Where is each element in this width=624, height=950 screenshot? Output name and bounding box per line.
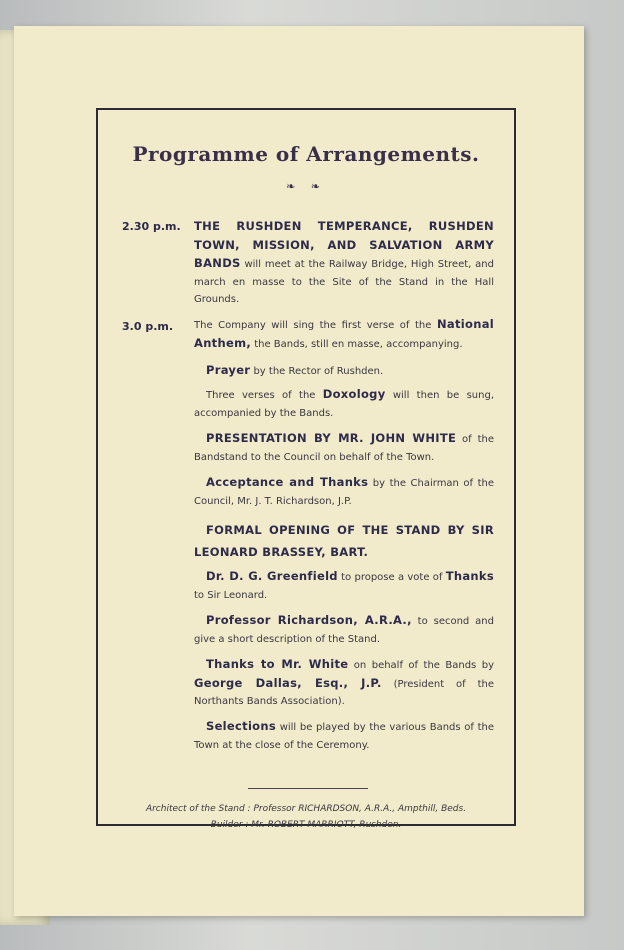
item-text: to propose a vote of [337,572,446,583]
item-text: The Company will sing the first verse of the [194,320,437,331]
programme-frame [96,108,516,830]
programme-item [194,316,494,353]
item-heading: Selections [206,719,277,733]
programme-item [194,656,494,711]
item-heading: Thanks [445,569,494,583]
architect-credit: Architect of the Stand : Professor RICHARDSON, A.R.A., Ampthill, Beds. [145,804,467,814]
item-text: to second and give a short description of the Stand. [194,616,494,645]
item-heading: Prayer [206,363,251,377]
programme-item [194,218,494,309]
item-text: of the Bandstand to the Council on behalf of the Town. [194,434,494,463]
programme-item [194,430,494,466]
item-text: by the Rector of Rushden. [250,366,384,377]
programme-item [194,520,494,564]
item-text: by the Chairman of the Council, Mr. J. T. Richardson, J.P. [194,478,494,507]
item-heading: Acceptance and Thanks [206,475,369,489]
item-heading: Thanks to Mr. White [206,657,349,671]
time-label: 2.30 p.m. [122,220,181,233]
item-text: will meet at the Railway Bridge, High Street, and march en masse to the Site of the Stand in the Hall Grounds. [194,259,494,305]
item-heading: Doxology [322,387,386,401]
item-text: will be played by the various Bands of the Town at the close of the Ceremony. [194,722,494,751]
item-text: the Bands, still en masse, accompanying. [251,338,463,350]
time-label: 3.0 p.m. [122,320,174,333]
builder-credit: Builder : Mr. ROBERT MARRIOTT, Rushden. [210,820,402,830]
programme-sheet [14,26,584,916]
item-heading: Professor Richardson, A.R.A., [206,613,412,627]
item-text: will then be sung, accompanied by the Bands. [194,390,494,419]
item-heading: FORMAL OPENING OF THE STAND BY SIR LEONARD BRASSEY, BART. [194,523,494,559]
programme-item [194,612,494,648]
item-heading: THE RUSHDEN TEMPERANCE, RUSHDEN TOWN, MISSION, AND SALVATION ARMY BANDS [194,219,494,270]
programme-item [194,718,494,754]
divider [248,788,368,789]
programme-item [194,568,494,604]
item-text: (President of the Northants Bands Association). [194,678,494,707]
item-text: to Sir Leonard. [194,589,268,601]
item-text: on behalf of the Bands by [348,660,494,671]
item-text: Three verses of the [206,390,323,401]
programme-item [194,386,494,422]
ornament-icon: ❧ ❧ [286,180,326,193]
item-heading: PRESENTATION BY MR. JOHN WHITE [206,431,457,445]
programme-item [194,474,494,510]
page-title: Programme of Arrangements. [132,142,480,166]
item-heading: National Anthem, [194,317,494,350]
item-heading: George Dallas, Esq., J.P. [194,675,382,690]
item-heading: Dr. D. G. Greenfield [206,569,338,583]
programme-item [194,362,494,381]
